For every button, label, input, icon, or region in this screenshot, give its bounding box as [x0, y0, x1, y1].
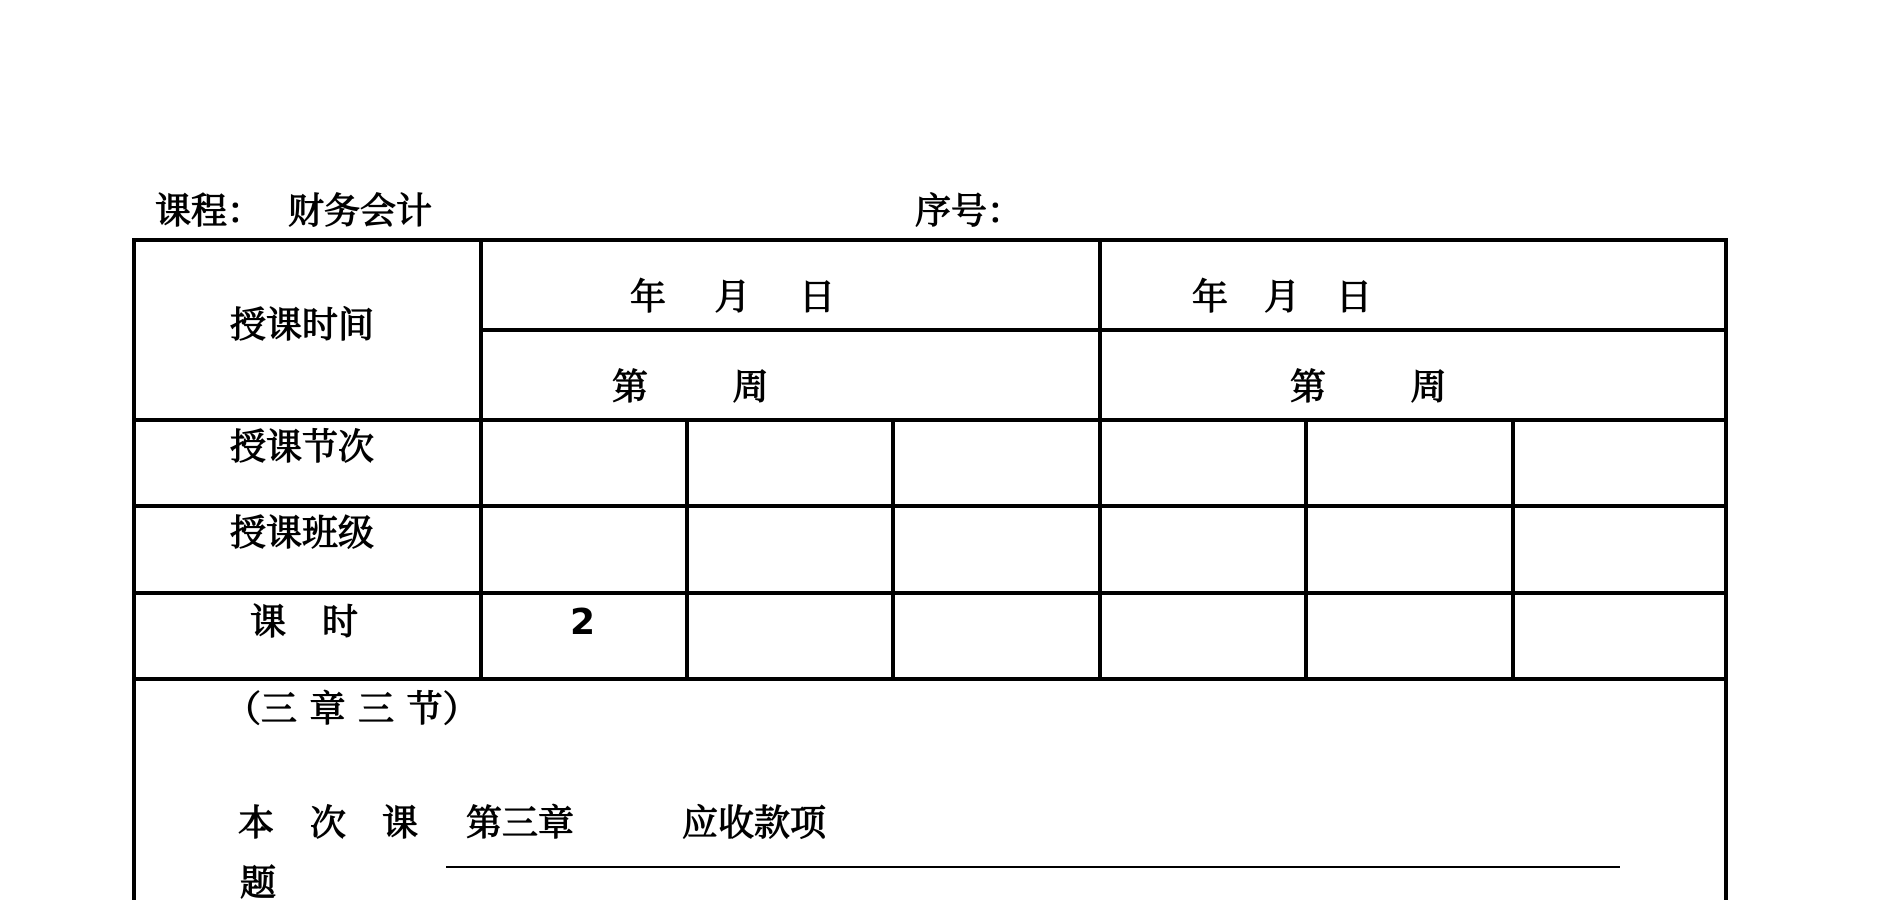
date-left: 年 月 日	[630, 277, 836, 318]
week-right: 第 周	[1290, 367, 1447, 408]
chapter-section: （三 章 三 节）	[225, 689, 479, 730]
row-label-class: 授课班级	[230, 513, 375, 554]
table-divider-label	[479, 238, 483, 681]
topic-value: 第三章 应收款项	[466, 803, 827, 844]
course-name: 财务会计	[288, 191, 433, 232]
table-divider-col2	[685, 418, 689, 681]
hours-value-1: 2	[570, 602, 596, 643]
week-left: 第 周	[612, 367, 769, 408]
table-divider-hours	[132, 677, 1728, 681]
topic-underline	[446, 866, 1620, 868]
cut-glyph-text: 题	[240, 863, 276, 900]
table-divider-date	[479, 328, 1728, 332]
table-divider-class	[132, 591, 1728, 595]
table-divider-col3	[891, 418, 895, 681]
table-divider-time	[132, 418, 1728, 422]
table-border-top	[132, 238, 1728, 242]
topic-label-continuation	[240, 862, 276, 900]
course-label: 课程：	[155, 191, 264, 232]
row-label-period: 授课节次	[230, 427, 375, 468]
row-label-time: 授课时间	[230, 305, 375, 346]
table-divider-col6	[1511, 418, 1515, 681]
table-border-right	[1724, 238, 1728, 900]
table-divider-col5	[1304, 418, 1308, 681]
table-divider-half	[1098, 238, 1102, 681]
date-right: 年 月 日	[1192, 277, 1373, 318]
table-border-left	[132, 238, 136, 900]
serial-label: 序号：	[915, 191, 1024, 232]
topic-label: 本 次 课	[238, 803, 419, 844]
table-divider-period	[132, 504, 1728, 508]
row-label-hours: 课 时	[250, 602, 359, 643]
